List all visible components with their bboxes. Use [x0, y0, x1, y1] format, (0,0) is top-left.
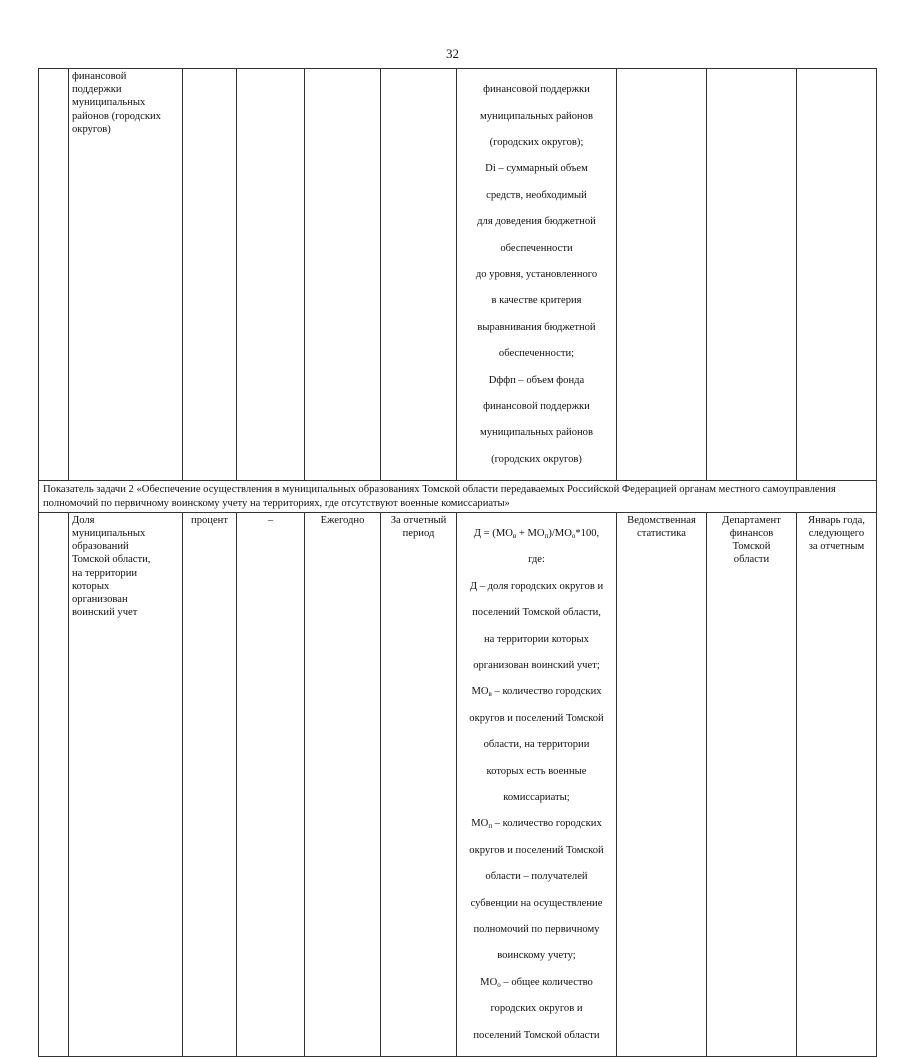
table-row	[39, 512, 877, 1056]
row1-source-cell	[617, 69, 707, 481]
task-header: Показатель задачи 2 «Обеспечение осуществления в муниципальных образованиях Томской области передаваемых Российской Федерацией органам местного самоуправления полномочий по первичному воинскому учету на территориях, где отсутствуют военные комиссариаты»	[39, 481, 877, 512]
formula-line: $Д = (МО_в + МО_п)/МО_о*100$,	[473, 527, 600, 540]
row1-index-cell	[39, 69, 69, 481]
row1-formula-cell: финансовой поддержки муниципальных районов (городских округов); Di – суммарный объем средств, необходимый для доведения бюджетной обеспеченности до уровня, установленного в качестве критерия выравнивания бюджетной обеспеченности; Dффп – объем фонда финансовой поддержки муниципальных районов (городских округов)	[457, 69, 617, 481]
row2-formula-cell: $Д = (МО_в + МО_п)/МО_о*100$, где: Д – доля городских округов и поселений Томской области, на территории которых организован воинский учет; $МО_в$ – количество городских округов и поселений Томской области, на территории которых есть военные комиссариаты; $МО_п$ – количество городских округов и поселений Томской области – получателей субвенции на осуществление полномочий по первичному воинскому учету; $МО_о$ – общее количество городских округов и поселений Томской области	[457, 512, 617, 1056]
indicator-table	[38, 68, 877, 1057]
row2-unit-cell: процент	[183, 512, 237, 1056]
row2-name-cell: Доля муниципальных образований Томской области, на территории которых организован воинский учет	[69, 512, 183, 1056]
table-row	[39, 69, 877, 481]
row1-periodicity-cell	[305, 69, 381, 481]
page-number: 32	[446, 46, 459, 61]
row2-source-cell: Ведомственная статистика	[617, 512, 707, 1056]
row1-deadline-cell	[797, 69, 877, 481]
row2-responsible-cell: Департамент финансов Томской области	[707, 512, 797, 1056]
row1-period-cell	[381, 69, 457, 481]
row2-periodicity-cell: Ежегодно	[305, 512, 381, 1056]
row1-name-cell: финансовой поддержки муниципальных районов (городских округов)	[69, 69, 183, 481]
row2-dash-cell: –	[237, 512, 305, 1056]
row1-responsible-cell	[707, 69, 797, 481]
task-header-row	[39, 481, 877, 512]
row2-period-cell: За отчетный период	[381, 512, 457, 1056]
row2-index-cell	[39, 512, 69, 1056]
row2-deadline-cell: Январь года, следующего за отчетным	[797, 512, 877, 1056]
row1-unit-cell	[183, 69, 237, 481]
row1-dash-cell	[237, 69, 305, 481]
